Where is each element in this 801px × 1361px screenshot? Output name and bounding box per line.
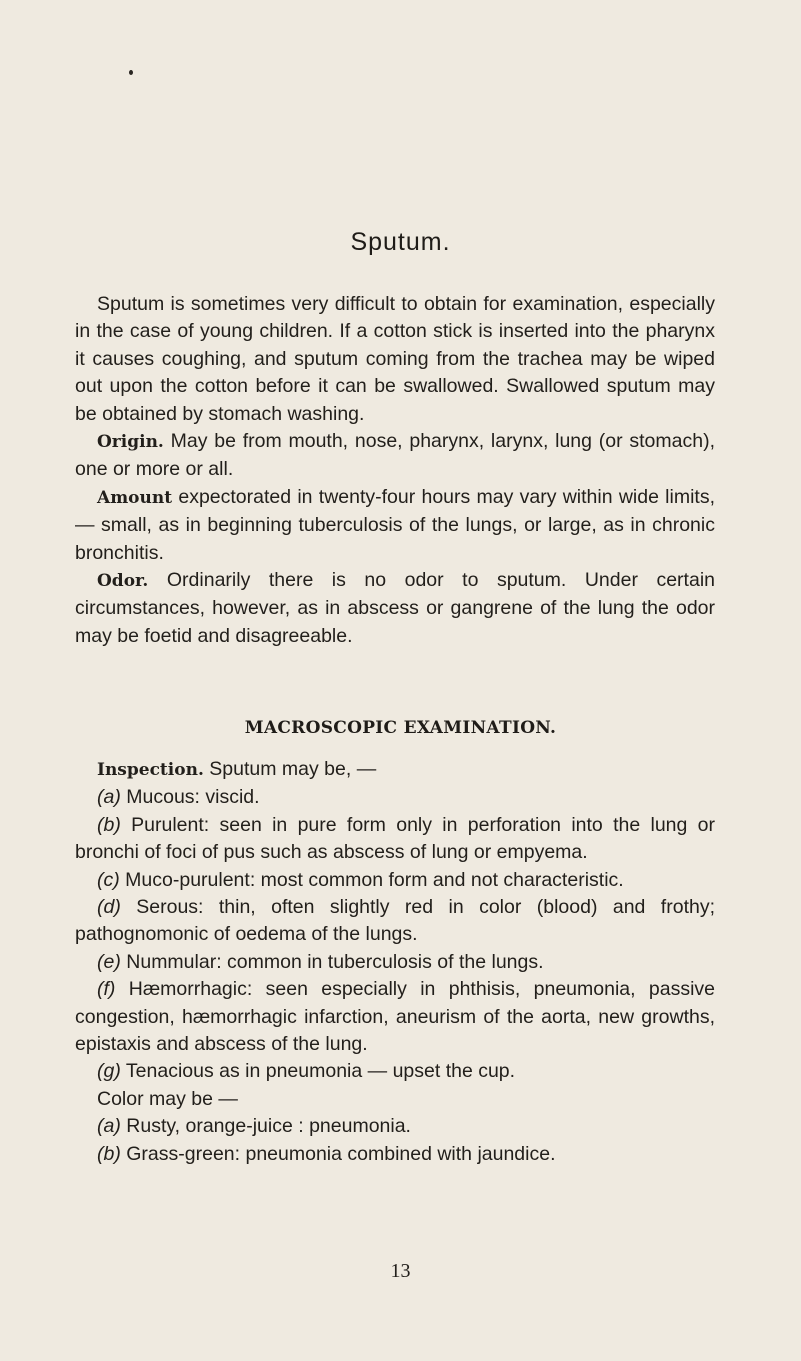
- odor-paragraph: [75, 567, 715, 650]
- item-letter: (d): [97, 896, 121, 919]
- item-letter: (g): [97, 1060, 121, 1083]
- item-text: Muco-purulent: most common form and not characteristic.: [119, 868, 624, 891]
- section-heading: MACROSCOPIC EXAMINATION.: [244, 718, 557, 738]
- item-text: Tenacious as in pneumonia — upset the cup.: [120, 1060, 516, 1083]
- origin-text: May be from mouth, nose, pharynx, larynx, lung (or stomach), one or more or all.: [75, 430, 715, 481]
- amount-text: expectorated in twenty-four hours may vary within wide limits, — small, as in beginning tuberculosis of the lungs, or large, as in chronic bronchitis.: [75, 485, 715, 564]
- inspection-item: [75, 894, 715, 949]
- item-text: Purulent: seen in pure form only in perforation into the lung or bronchi of foci of pus such as abscess of lung or empyema.: [75, 813, 715, 864]
- inspection-item: [75, 812, 715, 867]
- item-letter: (b): [97, 813, 121, 836]
- macroscopic-section: [75, 756, 715, 1168]
- inspection-lead: Inspection.: [97, 760, 204, 780]
- item-text: Nummular: common in tuberculosis of the lungs.: [120, 950, 544, 973]
- color-item: [75, 1113, 715, 1140]
- odor-text: Ordinarily there is no odor to sputum. Under certain circumstances, however, as in abscess or gangrene of the lung the odor may be foetid and disagreeable.: [75, 569, 715, 647]
- color-item: [75, 1141, 715, 1168]
- item-text: Hæmorrhagic: seen especially in phthisis, pneumonia, passive congestion, hæmorrhagic infarction, aneurism of the aorta, new growths, epistaxis and abscess of the lung.: [75, 978, 715, 1056]
- inspection-item: [75, 1058, 715, 1085]
- item-letter: (a): [97, 1115, 121, 1138]
- inspection-paragraph: [75, 756, 715, 784]
- page-number: 13: [390, 1260, 411, 1282]
- color-intro: Color may be —: [97, 1087, 238, 1110]
- ink-speck: [129, 70, 133, 75]
- item-letter: (b): [97, 1142, 121, 1165]
- origin-paragraph: [75, 428, 715, 484]
- intro-paragraph: Sputum is sometimes very difficult to obtain for examination, especially in the case of young children. If a cotton stick is inserted into the pharynx it causes coughing, and sputum coming from the trachea may be wiped out upon the cotton before it can be swallowed. Swallowed sputum may be obtained by stomach washing.: [75, 293, 715, 425]
- inspection-text: Sputum may be, —: [203, 758, 377, 780]
- intro-section: [75, 291, 715, 650]
- inspection-item: [75, 949, 715, 976]
- origin-lead: Origin.: [97, 432, 164, 453]
- odor-lead: Odor.: [97, 571, 149, 592]
- item-text: Mucous: viscid.: [120, 786, 260, 809]
- item-letter: (e): [97, 950, 121, 973]
- item-letter: (f): [97, 978, 116, 1001]
- inspection-item: [75, 784, 715, 811]
- item-letter: (c): [97, 868, 120, 891]
- item-text: Rusty, orange-juice : pneumonia.: [120, 1115, 411, 1138]
- item-text: Serous: thin, often slightly red in color (blood) and frothy; pathognomonic of oedema of the lungs.: [75, 896, 715, 946]
- amount-paragraph: [75, 484, 715, 567]
- inspection-item: [75, 867, 715, 894]
- amount-lead: Amount: [97, 487, 173, 508]
- item-text: Grass-green: pneumonia combined with jaundice.: [120, 1142, 556, 1165]
- item-letter: (a): [97, 786, 121, 809]
- page-title: Sputum.: [350, 228, 451, 256]
- inspection-item: [75, 976, 715, 1058]
